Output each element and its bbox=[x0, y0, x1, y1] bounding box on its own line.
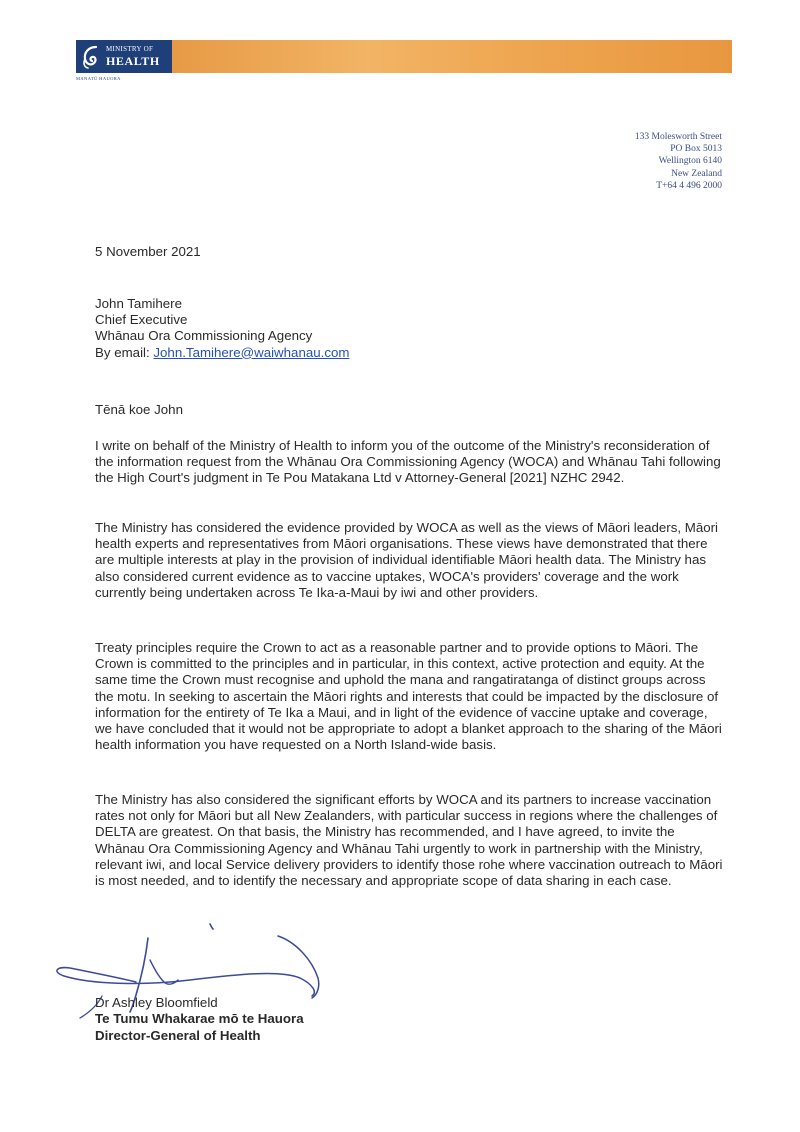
recipient-title: Chief Executive bbox=[95, 312, 188, 328]
koru-logo-icon bbox=[80, 44, 102, 69]
recipient-organisation: Whānau Ora Commissioning Agency bbox=[95, 328, 313, 344]
paragraph-2: The Ministry has considered the evidence provided by WOCA as well as the views of Māori leaders, Māori health experts and representatives from Māori organisations. These views have demonstrated that there are multiple interests at play in the provision of individual identifiable Māori health data. The Ministry has also considered current evidence as to vaccine uptakes, WOCA's providers' coverage and the work currently being undertaken across Te Ika-a-Maui by iwi and other providers. bbox=[95, 520, 719, 600]
paragraph-4: The Ministry has also considered the significant efforts by WOCA and its partners to increase vaccination rates not only for Māori but all New Zealanders, with particular success in regions where the challenges of DELTA are greatest. On that basis, the Ministry has recommended, and I have agreed, to invite the Whānau Ora Commissioning Agency and Whānau Tahi urgently to work in partnership with the Ministry, relevant iwi, and local Service delivery providers to identify those rohe where vaccination outreach to Māori is most needed, and to identify the necessary and appropriate scope of data sharing in each case. bbox=[95, 792, 723, 889]
letterhead bbox=[76, 40, 732, 73]
signatory-title-maori: Te Tumu Whakarae mō te Hauora bbox=[95, 1011, 304, 1027]
logo-text-health: HEALTH bbox=[106, 54, 160, 68]
ministry-logo bbox=[76, 40, 172, 73]
recipient-block bbox=[95, 296, 725, 361]
email-link[interactable]: John.Tamihere@waiwhanau.com bbox=[153, 344, 350, 360]
recipient-name: John Tamihere bbox=[95, 296, 182, 311]
signatory-name: Dr Ashley Bloomfield bbox=[95, 995, 218, 1010]
letter-date: 5 November 2021 bbox=[95, 244, 201, 259]
signatory-title-english: Director-General of Health bbox=[95, 1027, 261, 1043]
email-prefix: By email: bbox=[95, 344, 154, 360]
logo-text-ministry: MINISTRY OF bbox=[106, 45, 154, 53]
address-phone: T+64 4 496 2000 bbox=[656, 180, 722, 191]
letterhead-band bbox=[172, 40, 732, 73]
signature-block bbox=[95, 995, 304, 1044]
ministry-address bbox=[635, 131, 722, 192]
logo-subtitle: MANATŪ HAUORA bbox=[76, 76, 121, 81]
paragraph-3: Treaty principles require the Crown to act as a reasonable partner and to provide options to Māori. The Crown is committed to the principles and in particular, in this context, active protection and equity. At the same time the Crown must recognise and uphold the mana and rangatiratanga of distinct groups across the motu. In seeking to ascertain the Māori rights and interests that could be impacted by the disclosure of information for the entirety of Te Ika a Maui, and in light of the evidence of vaccine uptake and coverage, we have concluded that it would not be appropriate to adopt a blanket approach to the sharing of the Māori health information you have requested on a North Island-wide basis. bbox=[95, 640, 722, 753]
greeting: Tēnā koe John bbox=[95, 402, 183, 417]
address-street: 133 Molesworth Street bbox=[634, 132, 722, 142]
recipient-email-line bbox=[95, 345, 725, 361]
paragraph-1: I write on behalf of the Ministry of Health to inform you of the outcome of the Ministry's reconsideration of the information request from the Whānau Ora Commissioning Agency (WOCA) and Whānau Tahi following the High Court's judgment in Te Pou Matakana Ltd v Attorney-General [2021] NZHC 2942. bbox=[95, 438, 721, 486]
address-city: Wellington 6140 bbox=[658, 156, 722, 167]
address-po-box: PO Box 5013 bbox=[670, 144, 722, 155]
address-country: New Zealand bbox=[671, 168, 722, 179]
